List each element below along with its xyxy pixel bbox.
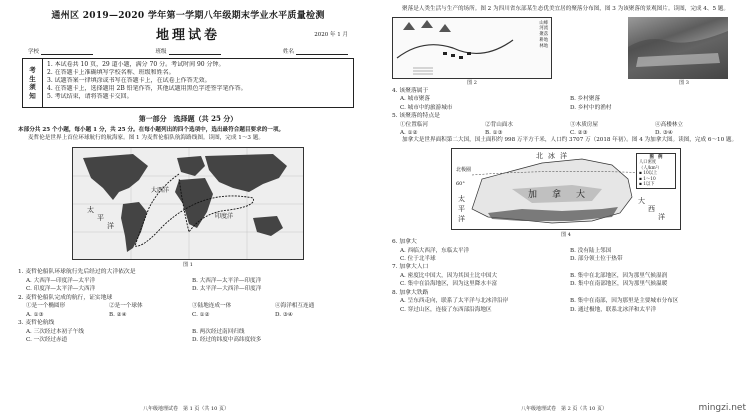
question-2-statements [18, 302, 358, 310]
name-field [283, 47, 348, 55]
notice-label-char: 须 [29, 83, 36, 91]
settlement-map-legend [539, 21, 548, 50]
canada-map-figure [451, 148, 681, 230]
question-8-options [392, 297, 740, 314]
statement: ③木质房屋 [570, 121, 598, 128]
statement: ②是一个球体 [109, 303, 143, 310]
option: D. ③④ [275, 311, 293, 318]
figure-3-caption: 图 3 [679, 79, 689, 86]
student-info-row [28, 47, 348, 55]
label-pacific-ocean-3: 洋 [107, 222, 114, 231]
exam-header-title: 通州区 2019—2020 学年第一学期八年级期末学业水平质量检测 [51, 11, 325, 21]
label-indian-ocean: 印度洋 [215, 213, 234, 221]
notice-label [23, 59, 43, 107]
legend-item: （人/km²） [639, 165, 662, 171]
question-2: 2. 麦哲伦船队完成的航行，证实地球 [18, 294, 113, 301]
option: D. 通过极地，联系北冰洋和太平洋 [570, 306, 657, 313]
class-field [155, 47, 220, 55]
settlement-map-figure [392, 17, 552, 79]
world-map-figure [72, 147, 304, 260]
question-7-options [392, 272, 740, 289]
figure-3-block [628, 17, 740, 86]
question-1-options [18, 277, 358, 294]
page-1-footer: 八年级地理试卷 第 1 页（共 10 页） [143, 406, 229, 412]
legend-item: 聚落 [539, 32, 548, 38]
option: C. 印度洋—太平洋—大西洋 [26, 286, 96, 293]
notice-label-char: 生 [29, 74, 36, 83]
option: A. 城市聚落 [400, 96, 430, 103]
statement: ②背山面水 [485, 121, 513, 128]
notice-items [43, 59, 251, 107]
option: B. 乡村聚落 [570, 96, 601, 103]
label-pacific-ocean-1: 太 [87, 206, 94, 215]
figure-2-caption: 图 2 [467, 79, 477, 86]
legend-title: 图 例 [649, 155, 663, 160]
option: B. 集中在南部，因为那里是主要城市分布区 [570, 298, 679, 305]
option: D. 集中在南部地区，因为那里气候温暖 [570, 281, 668, 288]
option: C. 城市中的旅游城市 [400, 104, 453, 111]
notice-item: 4. 在答题卡上，选择题用 2B 铅笔作答，其他试题用黑色字迹签字笔作答。 [47, 85, 247, 92]
option: B. ②④ [109, 311, 127, 318]
legend-item: 山峰 [539, 20, 548, 26]
question-2-options [18, 311, 358, 319]
farmland-hatch [413, 68, 433, 74]
mountain-shapes [403, 20, 451, 32]
option: B. 大西洋—太平洋—印度洋 [192, 277, 262, 284]
figure-4-caption: 图 4 [561, 232, 571, 238]
question-6-options [392, 247, 740, 264]
subject-title-text: 地理试卷 [155, 28, 220, 43]
exam-notice-box [22, 58, 354, 108]
exam-page-2 [378, 0, 750, 415]
section-intro: 本部分共 25 个小题，每小题 1 分，共 25 分。在每小题列出的四个选项中，选出最符合题目要求的一项。 [18, 127, 285, 133]
option: B. 集中在北部地区，因为那里气候湿润 [570, 273, 668, 279]
legend-item: 河流 [539, 26, 548, 32]
label-canada-1: 加 [528, 190, 538, 200]
legend-item: 耕地 [539, 37, 548, 43]
label-atlantic-3: 洋 [658, 213, 665, 221]
option: A. ①③ [26, 311, 44, 318]
world-map-svg [73, 148, 304, 260]
subject-title [18, 24, 358, 43]
question-6: 6. 加拿大 [392, 239, 417, 245]
notice-item: 1. 本试卷共 10 页，29 道小题，满分 70 分。考试时间 90 分钟。 [47, 61, 225, 68]
question-5-statements [392, 121, 740, 129]
question-4: 4. 该聚落属于 [392, 87, 429, 94]
legend-item: ▪ 1～10 [639, 176, 656, 182]
option: C. ②③ [570, 130, 588, 136]
option: D. 太平洋—大西洋—印度洋 [192, 286, 262, 293]
question-3: 3. 麦哲伦航线 [18, 320, 55, 326]
option: D. ③④ [655, 130, 673, 136]
label-atlantic-1: 大 [638, 197, 645, 205]
question-5: 5. 该聚落的特点是 [392, 113, 440, 119]
option: C. 集中在沿海地区，因为这里降水丰富 [400, 281, 498, 288]
label-arctic-2: 冰 [548, 152, 555, 160]
option: C. 一次经过赤道 [26, 337, 68, 343]
option: C. 穿过山区，连接了东西部沿海地区 [400, 306, 492, 313]
label-arctic-1: 北 [536, 152, 543, 160]
option: B. 没有陆上邻国 [570, 247, 612, 254]
label-pacific-3: 洋 [458, 215, 465, 223]
option: D. 乡村中的渔村 [570, 104, 612, 111]
statement: ①位置临河 [400, 121, 428, 128]
school-label: 学校 [28, 49, 40, 55]
legend-item: 人口密度 [639, 160, 657, 166]
notice-label-char: 知 [29, 91, 36, 100]
name-label: 姓名 [282, 49, 294, 55]
notice-item: 3. 试题答案一律填涂或书写在答题卡上，在试卷上作答无效。 [47, 77, 211, 84]
figure-2-block [392, 17, 552, 86]
question-8: 8. 加拿大铁路 [392, 289, 429, 296]
section-title: 第一部分 选择题（共 25 分） [138, 114, 238, 123]
latitude-label: 60° [456, 181, 465, 187]
notice-label-char: 考 [29, 66, 36, 74]
option: D. 经过的纬度中高纬度较多 [192, 337, 262, 343]
label-pacific-ocean-2: 平 [97, 214, 104, 223]
label-atlantic-2: 西 [648, 205, 655, 213]
label-arctic-3: 洋 [560, 152, 567, 160]
statement: ④高楼林立 [655, 121, 683, 128]
settlement-photo-svg [628, 17, 728, 79]
option: B. 两次经过南回归线 [192, 328, 245, 335]
watermark-text: mingzi.net [698, 403, 746, 413]
exam-date: 2020 年 1 月 [314, 32, 348, 38]
figure-1-caption: 图 1 [183, 262, 193, 269]
option: A. 三次经过本初子午线 [26, 328, 84, 335]
notice-item: 5. 考试结束，请将答题卡交回。 [47, 93, 133, 100]
option: B. ①③ [485, 130, 503, 136]
notice-item: 2. 在答题卡上准确填写学校名称、班级和姓名。 [47, 69, 175, 76]
label-canada-3: 大 [576, 190, 586, 200]
label-pacific-2: 平 [458, 205, 465, 213]
canada-map-legend [636, 153, 676, 189]
page-2-footer: 八年级地理试卷 第 2 页（共 10 页） [521, 406, 607, 412]
option: A. 密度比中国大，因为其国土比中国大 [400, 273, 498, 279]
option: C. 位于北半球 [400, 256, 436, 262]
option: A. 西临大西洋，东临太平洋 [400, 247, 470, 254]
statement: ①是一个椭圆形 [26, 303, 66, 310]
question-4-options [392, 95, 740, 112]
legend-item: ▪ 1以下 [639, 182, 655, 188]
arctic-circle-label: 北极圈 [456, 167, 472, 173]
option: C. ①② [192, 311, 210, 318]
label-pacific-1: 太 [458, 195, 465, 203]
passage-magellan: 麦哲伦是世界上首位环球航行的航海家。图 1 为麦哲伦船队航海路线图。读图，完成 1～3 题。 [28, 134, 264, 141]
passage-settlement: 聚落是人类生活与生产的场所。图 2 为四川省东部某生态优美宜居的聚落分布图，图 3 为该聚落的景观图片。读图，完成 4、5 题。 [402, 6, 729, 12]
exam-page-1 [0, 0, 372, 415]
option: A. 大西洋—印度洋—太平洋 [26, 277, 96, 284]
option: D. 部分领土位于热带 [570, 256, 623, 262]
label-canada-2: 拿 [552, 190, 562, 200]
settlement-photo [628, 17, 728, 79]
class-label: 班级 [155, 49, 167, 55]
figures-2-3-row [392, 17, 740, 87]
label-atlantic-ocean: 大西洋 [151, 187, 170, 195]
option: A. ①② [400, 130, 418, 136]
question-1: 1. 麦哲伦船队环球航行先后经过的大洋依次是 [18, 269, 136, 276]
school-field [28, 47, 93, 55]
question-3-options [18, 328, 358, 345]
passage-canada: 加拿大是世界面积第二大国，国土面积约 998 万平方千米，人口约 3707 万（2018 年初）。图 4 为加拿大图。读图，完成 6～10 题。 [402, 137, 738, 144]
legend-item: ▪ 10以上 [639, 171, 658, 177]
question-7: 7. 加拿大人口 [392, 264, 429, 271]
statement: ③陆地连成一体 [192, 303, 232, 310]
option: A. 呈东西走向，联系了太平洋与北冰洋沿岸 [400, 298, 509, 305]
legend-item: 林地 [539, 43, 548, 49]
settlement-map-svg [393, 18, 553, 80]
statement: ④海洋相互连通 [275, 303, 315, 310]
